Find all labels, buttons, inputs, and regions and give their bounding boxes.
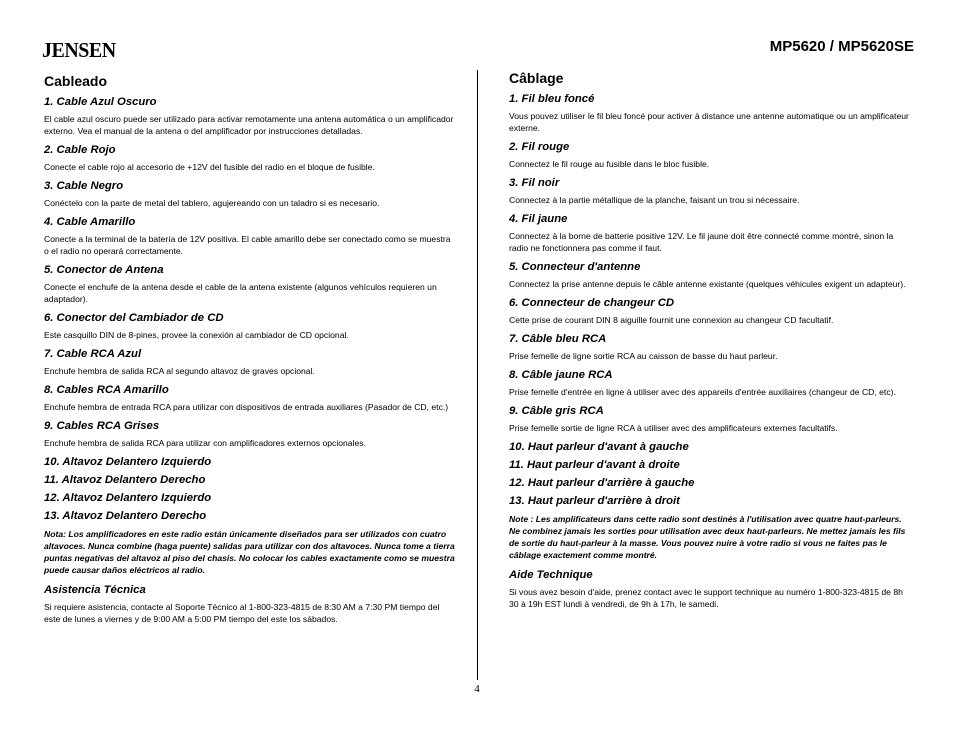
item-heading: 6. Conector del Cambiador de CD	[44, 312, 224, 324]
amplifier-note: Nota: Los amplificadores en este radio están únicamente diseñados para ser utilizados con cuatro altavoces. Nunca combine (haga puente) salidas para utilizar con dos altavoces. Nunca tome a tierra puntas negativas del altavoz al piso del chasis. No colocar los cables exactamente como se muestra puede causar daños eléctricos al radio.	[44, 529, 455, 575]
speaker-heading: 12. Altavoz Delantero Izquierdo	[44, 492, 212, 504]
item-text: El cable azul oscuro puede ser utilizado para activar remotamente una antena automática o un amplificador externo. Vea el manual de la antena o del amplificador por instrucciones detalladas.	[44, 114, 454, 136]
model-title: MP5620 / MP5620SE	[769, 38, 914, 55]
item-text: Conecte el enchufe de la antena desde el cable de la antena existente (algunos vehículos requieren un adaptador).	[44, 282, 437, 304]
item-heading: 7. Cable RCA Azul	[44, 348, 142, 360]
support-heading: Aide Technique	[509, 569, 593, 581]
item-text: Prise femelle sortie de ligne RCA à utiliser avec des amplificateurs externes facultatifs.	[509, 423, 838, 433]
item-text: Enchufe hembra de salida RCA para utilizar con amplificadores externos opcionales.	[44, 438, 366, 448]
item-heading: 3. Fil noir	[509, 177, 560, 189]
item-heading: 4. Fil jaune	[509, 213, 568, 225]
speaker-heading: 11. Altavoz Delantero Derecho	[44, 474, 206, 486]
item-heading: 8. Cables RCA Amarillo	[44, 384, 169, 396]
speaker-heading: 10. Altavoz Delantero Izquierdo	[44, 456, 212, 468]
item-text: Este casquillo DIN de 8-pines, provee la conexión al cambiador de CD opcional.	[44, 330, 349, 340]
page-number: 4	[474, 683, 480, 695]
item-heading: 5. Conector de Antena	[44, 264, 164, 276]
item-heading: 8. Câble jaune RCA	[509, 369, 613, 381]
item-text: Conéctelo con la parte de metal del tablero, agujereando con un taladro si es necesario.	[44, 198, 380, 208]
brand-logo: JENSEN	[42, 38, 116, 62]
french-column	[509, 70, 914, 616]
speaker-heading: 13. Altavoz Delantero Derecho	[44, 510, 207, 522]
item-heading: 4. Cable Amarillo	[44, 216, 136, 228]
item-heading: 3. Cable Negro	[44, 180, 124, 192]
spanish-column	[44, 73, 456, 631]
amplifier-note: Note : Les amplificateurs dans cette radio sont destinés à l'utilisation avec quatre haut-parleurs. Ne combinez jamais les sorties pour utilisation avec deux haut-parleurs. Ne mettez jamais les fils de sortie du haut-parleur à la masse. Vous pouvez nuire à votre radio si vous ne faites pas le câblage exactement comme montré.	[509, 514, 906, 560]
item-heading: 5. Connecteur d'antenne	[509, 261, 641, 273]
section-title: Cableado	[44, 73, 108, 89]
item-text: Connectez la prise antenne depuis le câble antenne existante (quelques véhicules exigent un adapteur).	[509, 279, 906, 289]
speaker-heading: 10. Haut parleur d'avant à gauche	[509, 441, 689, 453]
item-text: Connectez à la partie métallique de la planche, faisant un trou si nécessaire.	[509, 195, 800, 205]
item-text: Conecte a la terminal de la batería de 12V positiva. El cable amarillo debe ser conectado como se muestra o el radio no operará correctamente.	[44, 234, 451, 256]
item-heading: 2. Fil rouge	[509, 141, 570, 153]
item-text: Connectez à la borne de batterie positive 12V. Le fil jaune doit être connecté comme montré, sinon la radio ne fonctionnera pas comme il faut.	[509, 231, 894, 253]
item-text: Prise femelle d'entrée en ligne à utiliser avec des appareils d'entrée auxiliaires (changeur de CD, etc).	[509, 387, 896, 397]
support-text: Si requiere asistencia, contacte al Soporte Técnico al 1-800-323-4815 de 8:30 AM a 7:30 PM tiempo del este de lunes a viernes y de 9:00 AM a 5:00 PM tiempo del este los sábados.	[44, 602, 440, 624]
support-text: Si vous avez besoin d'aide, prenez contact avec le support technique au numéro 1-800-323-4815 de 8h 30 à 19h EST lundi à vendredi, de 9h à 17h, le samedi.	[509, 587, 903, 609]
item-text: Connectez le fil rouge au fusible dans le bloc fusible.	[509, 159, 710, 169]
item-heading: 2. Cable Rojo	[44, 144, 116, 156]
item-text: Cette prise de courant DIN 8 aiguille fournit une connexion au changeur CD facultatif.	[509, 315, 834, 325]
item-heading: 9. Cables RCA Grises	[44, 420, 160, 432]
section-title: Câblage	[509, 70, 564, 86]
item-text: Prise femelle de ligne sortie RCA au caisson de basse du haut parleur.	[509, 351, 778, 361]
item-text: Enchufe hembra de salida RCA al segundo altavoz de graves opcional.	[44, 366, 315, 376]
item-heading: 7. Câble bleu RCA	[509, 333, 607, 345]
item-text: Enchufe hembra de entrada RCA para utilizar con dispositivos de entrada auxiliares (Pasador de CD, etc.)	[44, 402, 449, 412]
item-heading: 1. Cable Azul Oscuro	[44, 96, 157, 108]
support-heading: Asistencia Técnica	[44, 584, 146, 596]
item-heading: 6. Connecteur de changeur CD	[509, 297, 675, 309]
item-text: Conecte el cable rojo al accesorio de +12V del fusible del radio en el bloque de fusible.	[44, 162, 375, 172]
speaker-heading: 11. Haut parleur d'avant à droite	[509, 459, 680, 471]
item-text: Vous pouvez utiliser le fil bleu foncé pour activer à distance une antenne automatique ou un amplificateur externe.	[509, 111, 909, 133]
column-divider	[477, 70, 478, 680]
speaker-heading: 12. Haut parleur d'arrière à gauche	[509, 477, 695, 489]
item-heading: 1. Fil bleu foncé	[509, 93, 595, 105]
speaker-heading: 13. Haut parleur d'arrière à droit	[509, 495, 680, 507]
item-heading: 9. Câble gris RCA	[509, 405, 604, 417]
